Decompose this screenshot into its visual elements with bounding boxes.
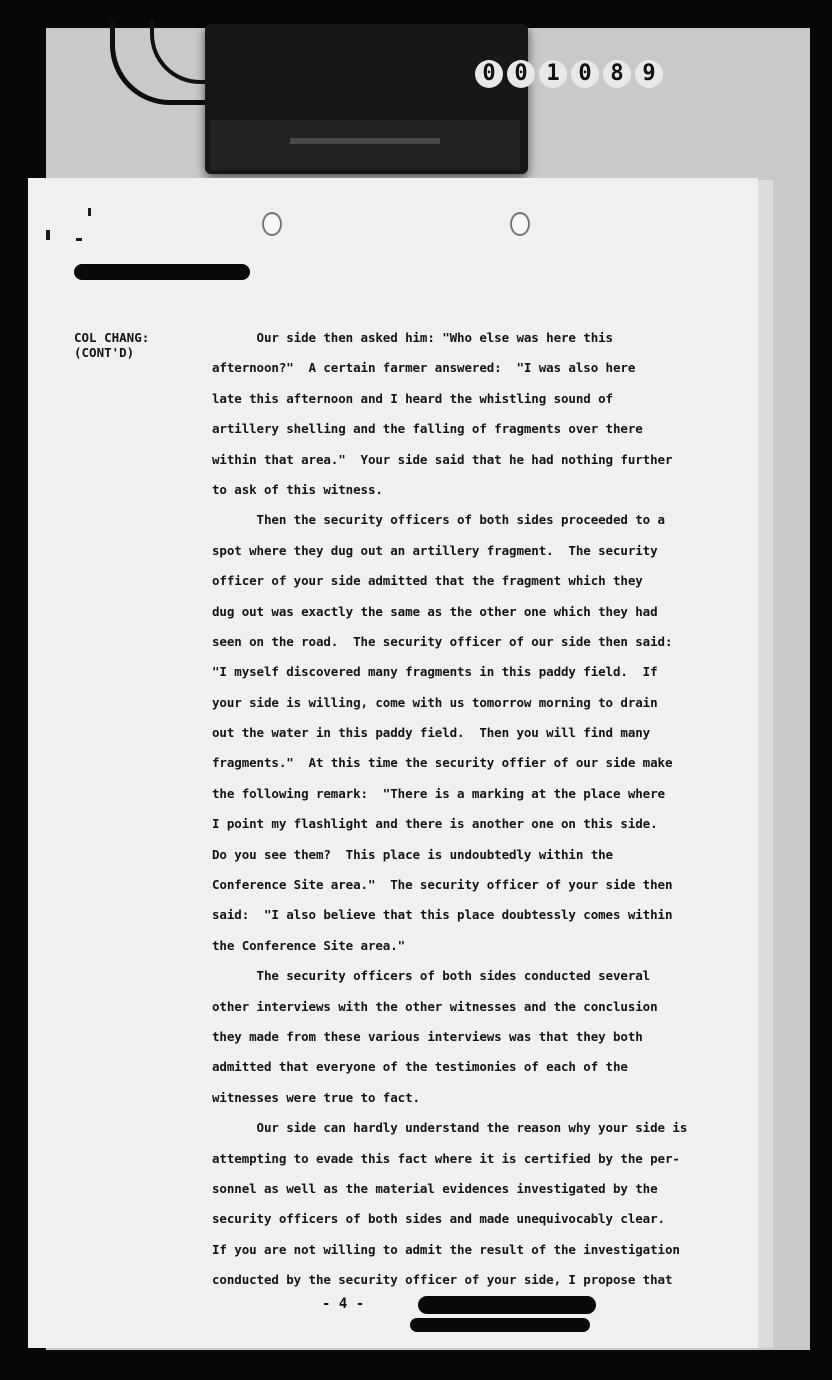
page-number: - 4 - [322,1296,365,1312]
header-stamp-redacted [74,264,250,280]
text-line: out the water in this paddy field. Then you will find many [212,725,651,741]
footer-redaction-bar [410,1318,590,1332]
footer-stamp-redacted [418,1296,596,1314]
text-line: other interviews with the other witnesses and the conclusion [212,998,658,1014]
text-line: The security officers of both sides conducted several [212,968,651,984]
text-line: Do you see them? This place is undoubtedly within the [212,846,613,862]
counter-digit: 8 [603,60,631,88]
text-line: officer of your side admitted that the fragment which they [212,573,643,589]
text-line: afternoon?" A certain farmer answered: "I was also here [212,360,636,376]
ink-speck [76,238,82,241]
text-line: the following remark: "There is a marking at the place where [212,785,665,801]
punch-hole [510,212,530,236]
speaker-name: COL CHANG: [74,330,150,345]
paper-edge [757,180,773,1348]
text-line: conducted by the security officer of your side, I propose that [212,1272,673,1288]
text-line: late this afternoon and I heard the whistling sound of [212,390,613,406]
text-line: Our side can hardly understand the reason why your side is [212,1120,688,1136]
text-line: fragments." At this time the security offier of our side make [212,755,673,771]
ink-speck [46,230,50,240]
text-line: Then the security officers of both sides proceeded to a [212,512,665,528]
text-line: they made from these various interviews was that they both [212,1028,643,1044]
frame-counter-digits [475,60,663,88]
text-line: witnesses were true to fact. [212,1089,420,1105]
text-line: said: "I also believe that this place doubtessly comes within [212,907,673,923]
text-line: Our side then asked him: "Who else was here this [212,330,613,345]
text-line: security officers of both sides and made unequivocably clear. [212,1211,665,1227]
counter-base [210,120,520,170]
punch-hole [262,212,282,236]
frame-counter-device [205,24,656,174]
text-line: admitted that everyone of the testimonies of each of the [212,1059,628,1075]
ink-speck [88,208,91,216]
counter-digit: 1 [539,60,567,88]
text-line: spot where they dug out an artillery fragment. The security [212,542,658,558]
text-line: If you are not willing to admit the result of the investigation [212,1241,680,1257]
speaker-continued-note: (CONT'D) [74,345,135,360]
counter-digit: 0 [571,60,599,88]
counter-digit: 0 [475,60,503,88]
text-line: sonnel as well as the material evidences investigated by the [212,1180,658,1196]
counter-digit: 0 [507,60,535,88]
text-line: to ask of this witness. [212,481,383,497]
text-line: dug out was exactly the same as the other one which they had [212,603,658,619]
text-line: the Conference Site area." [212,937,406,953]
text-line: artillery shelling and the falling of fragments over there [212,421,643,437]
counter-slot [290,138,440,144]
text-line: within that area." Your side said that he had nothing further [212,451,673,467]
text-line: your side is willing, come with us tomorrow morning to drain [212,694,658,710]
counter-digit: 9 [635,60,663,88]
text-line: I point my flashlight and there is another one on this side. [212,816,658,832]
text-line: Conference Site area." The security officer of your side then [212,877,673,893]
transcript-body [212,323,702,1296]
speaker-label [74,330,184,360]
text-line: attempting to evade this fact where it is certified by the per- [212,1150,680,1166]
text-line: seen on the road. The security officer of our side then said: [212,633,673,649]
text-line: "I myself discovered many fragments in this paddy field. If [212,664,658,680]
